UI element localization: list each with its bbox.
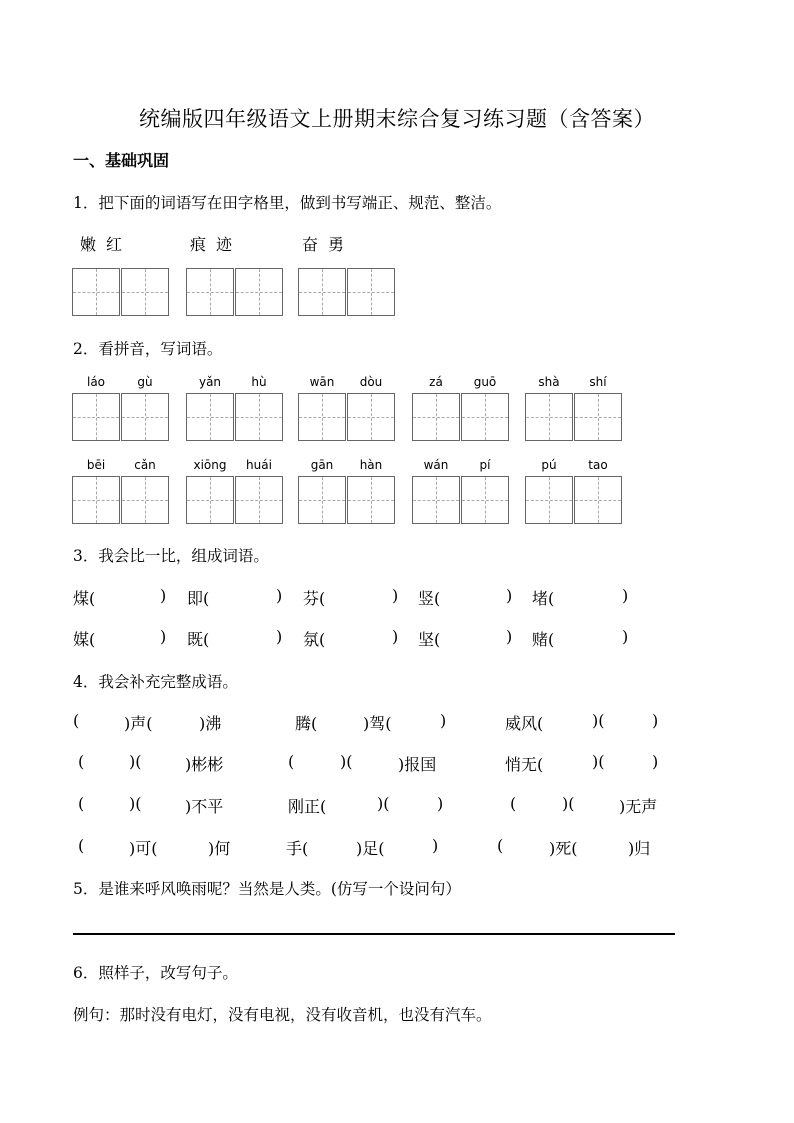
question-4: 4．我会补充完整成语。 [73, 673, 238, 691]
idiom-part: ) [440, 711, 447, 730]
compare-item: 煤( [73, 589, 96, 608]
compare-item: 即( [187, 589, 210, 608]
question-5: 5．是谁来呼风唤雨呢？当然是人类。(仿写一个设问句） [73, 880, 461, 898]
question-1: 1．把下面的词语写在田字格里，做到书写端正、规范、整洁。 [73, 194, 502, 212]
idiom-part: )足( [356, 839, 385, 858]
pinyin: cǎn [134, 458, 156, 472]
idiom-part: ( [78, 836, 85, 855]
idiom-part: )无声 [619, 797, 658, 816]
idiom-part: 腾( [295, 714, 318, 733]
section-heading: 一、基础巩固 [73, 151, 170, 170]
idiom-part: )( [592, 711, 605, 730]
pinyin: gān [310, 458, 334, 472]
compare-paren: ) [622, 586, 629, 605]
pinyin: pí [479, 458, 491, 472]
writing-box[interactable] [347, 268, 395, 316]
writing-box[interactable] [72, 476, 120, 524]
pinyin: gù [137, 375, 153, 389]
compare-item: 赌( [532, 630, 555, 649]
idiom-part: )不平 [185, 797, 224, 816]
word-2: 痕迹 [190, 235, 243, 254]
writing-box[interactable] [121, 476, 169, 524]
answer-line[interactable] [73, 933, 675, 935]
pinyin: guō [473, 375, 497, 389]
idiom-part: 悄无( [505, 755, 544, 774]
idiom-part: 刚正( [288, 797, 327, 816]
idiom-part: )驾( [363, 714, 392, 733]
writing-box[interactable] [347, 476, 395, 524]
idiom-part: ( [78, 794, 85, 813]
compare-item: 氛( [303, 630, 326, 649]
compare-paren: ) [506, 586, 513, 605]
compare-item: 既( [187, 630, 210, 649]
writing-box[interactable] [121, 268, 169, 316]
pinyin: tao [588, 458, 608, 472]
compare-item: 媒( [73, 630, 96, 649]
pinyin: bēi [86, 458, 106, 472]
compare-paren: ) [622, 627, 629, 646]
writing-box[interactable] [235, 393, 283, 441]
page-title: 统编版四年级语文上册期末综合复习练习题（含答案） [139, 107, 655, 131]
idiom-part: )报国 [398, 755, 437, 774]
compare-item: 竖( [418, 589, 441, 608]
idiom-part: 威风( [505, 714, 544, 733]
pinyin: zá [429, 375, 443, 389]
writing-box[interactable] [186, 268, 234, 316]
compare-paren: ) [276, 627, 283, 646]
writing-box[interactable] [72, 268, 120, 316]
pinyin: wán [423, 458, 449, 472]
writing-box[interactable] [574, 393, 622, 441]
writing-box[interactable] [412, 393, 460, 441]
pinyin: shí [589, 375, 607, 389]
idiom-part: )( [129, 752, 142, 771]
pinyin: láo [86, 375, 106, 389]
pinyin: xiōng [193, 458, 227, 472]
pinyin: huái [246, 458, 272, 472]
writing-box[interactable] [574, 476, 622, 524]
idiom-part: )( [562, 794, 575, 813]
idiom-part: )声( [124, 714, 153, 733]
writing-box[interactable] [186, 393, 234, 441]
writing-box[interactable] [347, 393, 395, 441]
writing-box[interactable] [72, 393, 120, 441]
compare-item: 堵( [532, 589, 555, 608]
idiom-part: )死( [549, 839, 578, 858]
word-1: 嫩红 [80, 235, 133, 254]
idiom-part: )何 [208, 839, 231, 858]
pinyin: yǎn [198, 375, 222, 389]
compare-item: 芬( [303, 589, 326, 608]
idiom-part: )( [592, 752, 605, 771]
writing-box[interactable] [298, 393, 346, 441]
writing-box[interactable] [298, 268, 346, 316]
writing-box[interactable] [525, 476, 573, 524]
pinyin: pú [541, 458, 557, 472]
word-3: 奋勇 [302, 235, 355, 254]
writing-box[interactable] [235, 268, 283, 316]
compare-paren: ) [506, 627, 513, 646]
idiom-part: )彬彬 [185, 755, 224, 774]
idiom-part: 手( [286, 839, 309, 858]
compare-paren: ) [392, 627, 399, 646]
compare-paren: ) [276, 586, 283, 605]
idiom-part: ) [652, 711, 659, 730]
idiom-part: ) [652, 752, 659, 771]
writing-box[interactable] [186, 476, 234, 524]
question-2: 2．看拼音，写词语。 [73, 340, 223, 358]
compare-paren: ) [160, 627, 167, 646]
idiom-part: )( [340, 752, 353, 771]
compare-paren: ) [392, 586, 399, 605]
writing-box[interactable] [461, 393, 509, 441]
writing-box[interactable] [121, 393, 169, 441]
idiom-part: )( [129, 794, 142, 813]
idiom-part: ( [510, 794, 517, 813]
question-3: 3．我会比一比，组成词语。 [73, 547, 269, 565]
writing-box[interactable] [235, 476, 283, 524]
idiom-part: ( [497, 836, 504, 855]
compare-item: 坚( [418, 630, 441, 649]
pinyin: wān [309, 375, 335, 389]
pinyin: hàn [359, 458, 383, 472]
pinyin: hù [251, 375, 267, 389]
pinyin: dòu [359, 375, 383, 389]
question-6: 6．照样子，改写句子。 [73, 964, 238, 982]
idiom-part: )( [377, 794, 390, 813]
idiom-part: )归 [628, 839, 651, 858]
pinyin: shà [538, 375, 560, 389]
idiom-part: ) [437, 794, 444, 813]
idiom-part: )可( [129, 839, 158, 858]
compare-paren: ) [160, 586, 167, 605]
writing-box[interactable] [298, 476, 346, 524]
writing-box[interactable] [412, 476, 460, 524]
example-sentence: 例句：那时没有电灯，没有电视，没有收音机，也没有汽车。 [73, 1006, 492, 1024]
idiom-part: ( [78, 752, 85, 771]
writing-box[interactable] [461, 476, 509, 524]
idiom-part: ) [432, 836, 439, 855]
idiom-part: ( [288, 752, 295, 771]
writing-box[interactable] [525, 393, 573, 441]
idiom-part: ( [73, 711, 80, 730]
idiom-part: )沸 [199, 714, 222, 733]
